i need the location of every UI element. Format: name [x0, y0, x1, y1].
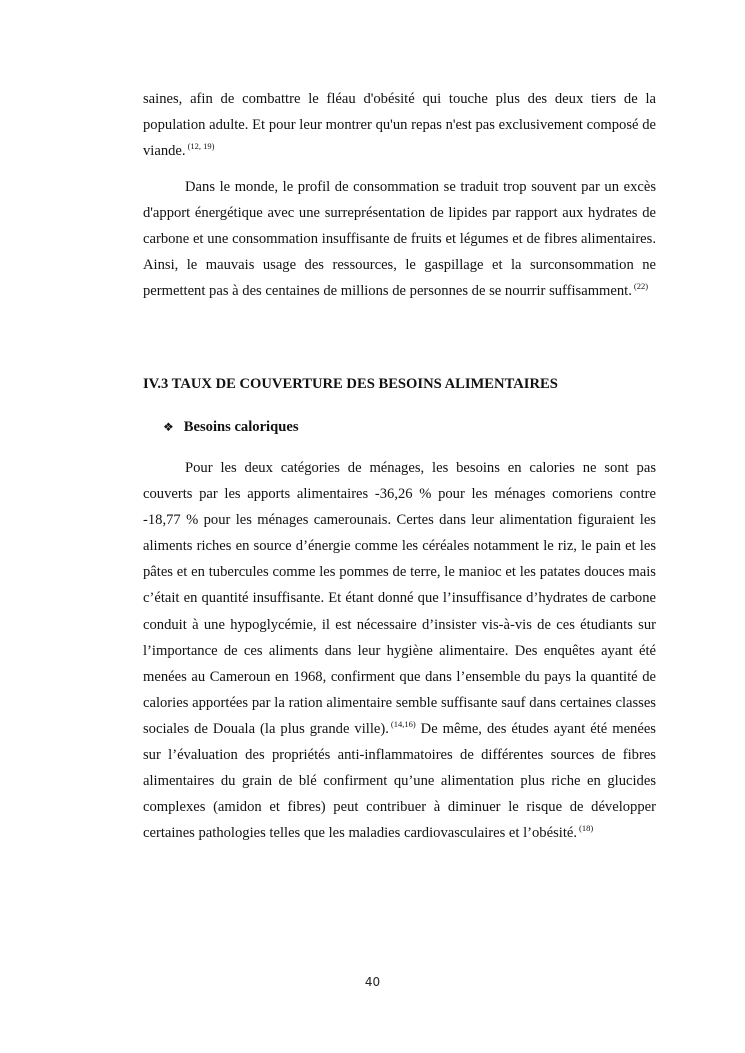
- page-number: 40: [364, 975, 381, 989]
- paragraph-text: Dans le monde, le profil de consommation se traduit trop souvent par un excès d'apport énergétique avec une surreprésentation de lipides par rapport aux hydrates de carbone et une consommation insuffisante de fruits et légumes et de fibres alimentaires. Ainsi, le mauvais usage des ressources, le gaspillage et la surconsommation ne permettent pas à des centaines de millions de personnes de se nourrir suffisamment.: [143, 179, 656, 300]
- subsection-title: Besoins caloriques: [183, 419, 299, 435]
- paragraph-text: Pour les deux catégories de ménages, les besoins en calories ne sont pas couverts par les apports alimentaires -36,26 % pour les ménages comoriens contre -18,77 % pour les ménages camerounais. Certes dans leur alimentation figuraient les aliments riches en source d’énergie comme les céréales notamment le riz, le pain et les pâtes et en tubercules comme les pommes de terre, le manioc et les patates douces mais c’était en quantité insuffisante. Et étant donné que l’insuffisance d’hydrates de carbone conduit à une hypoglycémie, il est nécessaire d’insister vis-à-vis de ces étudiants sur l’importance de ces aliments dans leur hygiène alimentaire. Des enquêtes ayant été menées au Cameroun en 1968, confirment que dans l’ensemble du pays la quantité de calories apportées par la ration alimentaire semble suffisante sauf dans certaines classes sociales de Douala (la plus grande ville).: [143, 460, 656, 737]
- citation-reference: (12, 19): [187, 141, 215, 152]
- paragraph-consumption-profile: [143, 174, 656, 304]
- paragraph-caloric-needs: [143, 455, 656, 846]
- paragraph-text: De même, des études ayant été menées sur l’évaluation des propriétés anti-inflammatoires de différentes sources de fibres alimentaires du grain de blé confirment qu’une alimentation plus riche en glucides complexes (amidon et fibres) peut contribuer à diminuer le risque de développer certaines pathologies telles que les maladies cardiovasculaires et l’obésité.: [143, 720, 656, 842]
- diamond-bullet-icon: ❖: [163, 420, 174, 434]
- paragraph-obesity: [143, 86, 656, 164]
- citation-reference: (18): [579, 823, 594, 834]
- citation-reference: (14,16): [390, 718, 416, 729]
- paragraph-text: saines, afin de combattre le fléau d'obésité qui touche plus des deux tiers de la population adulte. Et pour leur montrer qu'un repas n'est pas exclusivement composé de viande.: [143, 91, 656, 160]
- citation-reference: (22): [633, 281, 649, 292]
- subsection-bullet: [163, 419, 299, 436]
- section-heading: IV.3 TAUX DE COUVERTURE DES BESOINS ALIMENTAIRES: [143, 376, 558, 392]
